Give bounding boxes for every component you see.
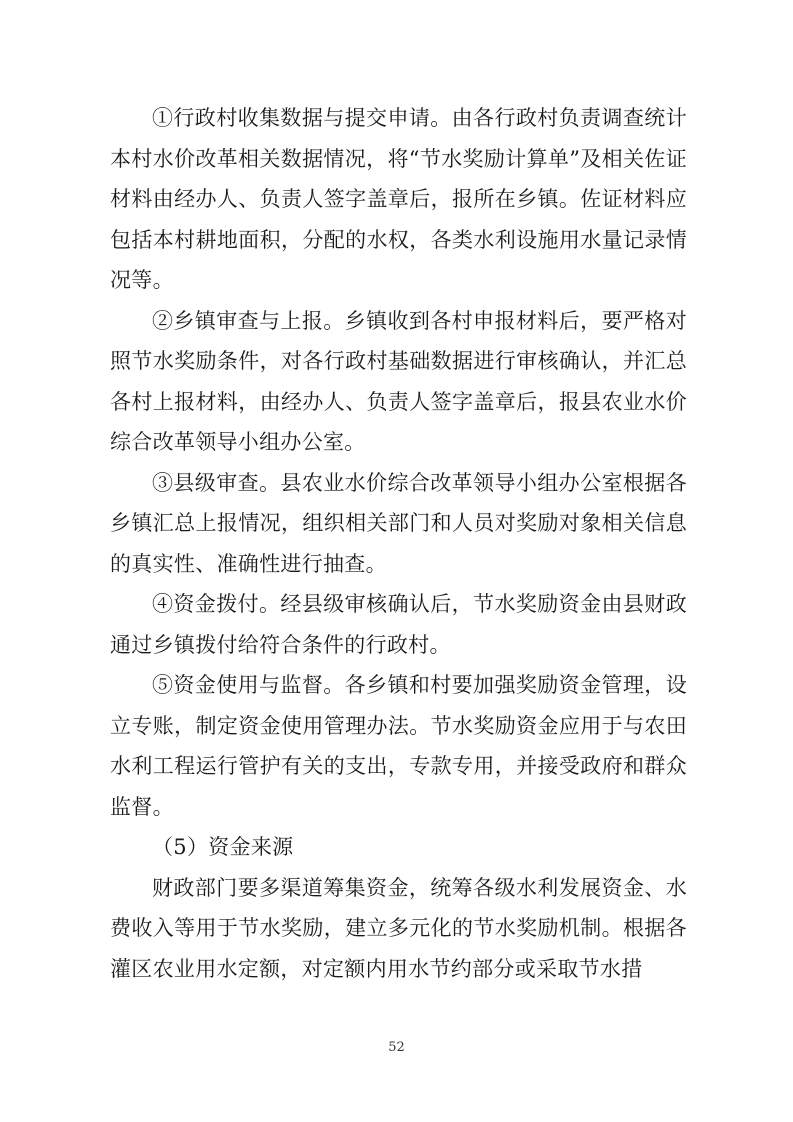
paragraph-fund-source: 财政部门要多渠道筹集资金，统筹各级水利发展资金、水费收入等用于节水奖励，建立多元化的节水奖励机制。根据各灌区农业用水定额，对定额内用水节约部分或采取节水措 xyxy=(110,875,687,981)
paragraph-fund-disbursement: ④资金拨付。经县级审核确认后，节水奖励资金由县财政通过乡镇拨付给符合条件的行政村。 xyxy=(110,592,687,657)
paragraph-village-data-collection: ①行政村收集数据与提交申请。由各行政村负责调查统计本村水价改革相关数据情况，将“节水奖励计算单”及相关佐证材料由经办人、负责人签字盖章后，报所在乡镇。佐证材料应包括本村耕地面积，分配的水权，各类水利设施用水量记录情况等。 xyxy=(110,106,687,292)
page-number: 52 xyxy=(388,1040,405,1055)
paragraph-county-review: ③县级审查。县农业水价综合改革领导小组办公室根据各乡镇汇总上报情况，组织相关部门和人员对奖励对象相关信息的真实性、准确性进行抽查。 xyxy=(110,470,687,576)
section-heading-fund-source: （5）资金来源 xyxy=(152,835,294,859)
body-text xyxy=(110,98,687,989)
paragraph-township-review: ②乡镇审查与上报。乡镇收到各村申报材料后，要严格对照节水奖励条件，对各行政村基础数据进行审核确认，并汇总各村上报材料，由经办人、负责人签字盖章后，报县农业水价综合改革领导小组办公室。 xyxy=(110,308,687,454)
paragraph-fund-supervision: ⑤资金使用与监督。各乡镇和村要加强奖励资金管理，设立专账，制定资金使用管理办法。节水奖励资金应用于与农田水利工程运行管护有关的支出，专款专用，并接受政府和群众监督。 xyxy=(110,673,687,819)
